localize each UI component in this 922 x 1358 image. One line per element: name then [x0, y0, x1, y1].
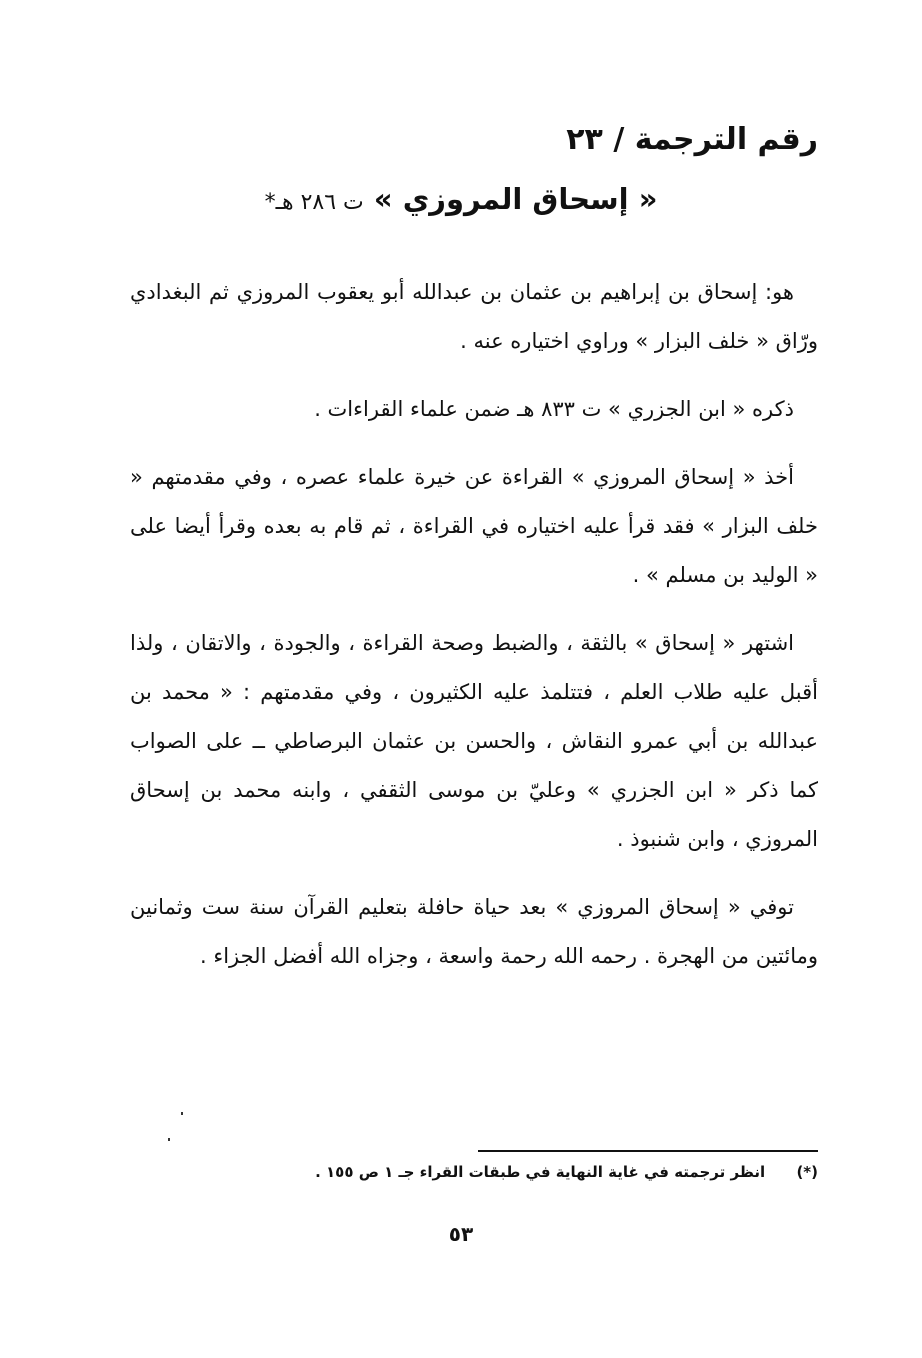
- paragraph-students: اشتهر « إسحاق » بالثقة ، والضبط وصحة القراءة ، والجودة ، والاتقان ، ولذا أقبل عليه طلاب العلم ، فتتلمذ عليه الكثيرون ، وفي مقدمتهم : « محمد بن عبدالله بن أبي عمرو النقاش ، والحسن بن عثمان البرصاطي ــ على الصواب كما ذكر « ابن الجزري » وعليّ بن موسى الثقفي ، وابنه محمد بن إسحاق المروزي ، وابن شنبوذ .: [130, 631, 818, 851]
- scan-speck: [181, 1112, 183, 1115]
- entry-number-heading: رقم الترجمة / ٢٣: [566, 122, 818, 157]
- title-name: « إسحاق المروزي »: [373, 182, 658, 216]
- paragraph-identity: هو: إسحاق بن إبراهيم بن عثمان بن عبدالله أبو يعقوب المروزي ثم البغدادي ورّاق « خلف البزار » وراوي اختياره عنه .: [130, 280, 818, 353]
- footnote: [315, 1163, 818, 1181]
- paragraph-death: توفي « إسحاق المروزي » بعد حياة حافلة بتعليم القرآن سنة ست وثمانين ومائتين من الهجرة . رحمه الله رحمة واسعة ، وجزاه الله أفضل الجزاء .: [130, 895, 818, 968]
- scan-speck: [168, 1138, 170, 1141]
- paragraph-teachers: أخذ « إسحاق المروزي » القراءة عن خيرة علماء عصره ، وفي مقدمتهم « خلف البزار » فقد قرأ عليه اختياره في القراءة ، ثم قام به بعده وقرأ أيضا على « الوليد بن مسلم » .: [130, 465, 818, 587]
- paragraph-mention: ذكره « ابن الجزري » ت ٨٣٣ هـ ضمن علماء القراءات .: [314, 397, 794, 421]
- page-number: ٥٣: [448, 1222, 474, 1246]
- footnote-text: انظر ترجمته في غاية النهاية في طبقات القراء جـ ١ ص ١٥٥ .: [315, 1163, 766, 1181]
- biography-title: [0, 182, 922, 216]
- title-death-date: ت ٢٨٦ هـ*: [264, 190, 364, 215]
- footnote-marker: (*): [796, 1163, 818, 1181]
- biography-body: [130, 268, 818, 1000]
- footnote-divider: [478, 1150, 818, 1152]
